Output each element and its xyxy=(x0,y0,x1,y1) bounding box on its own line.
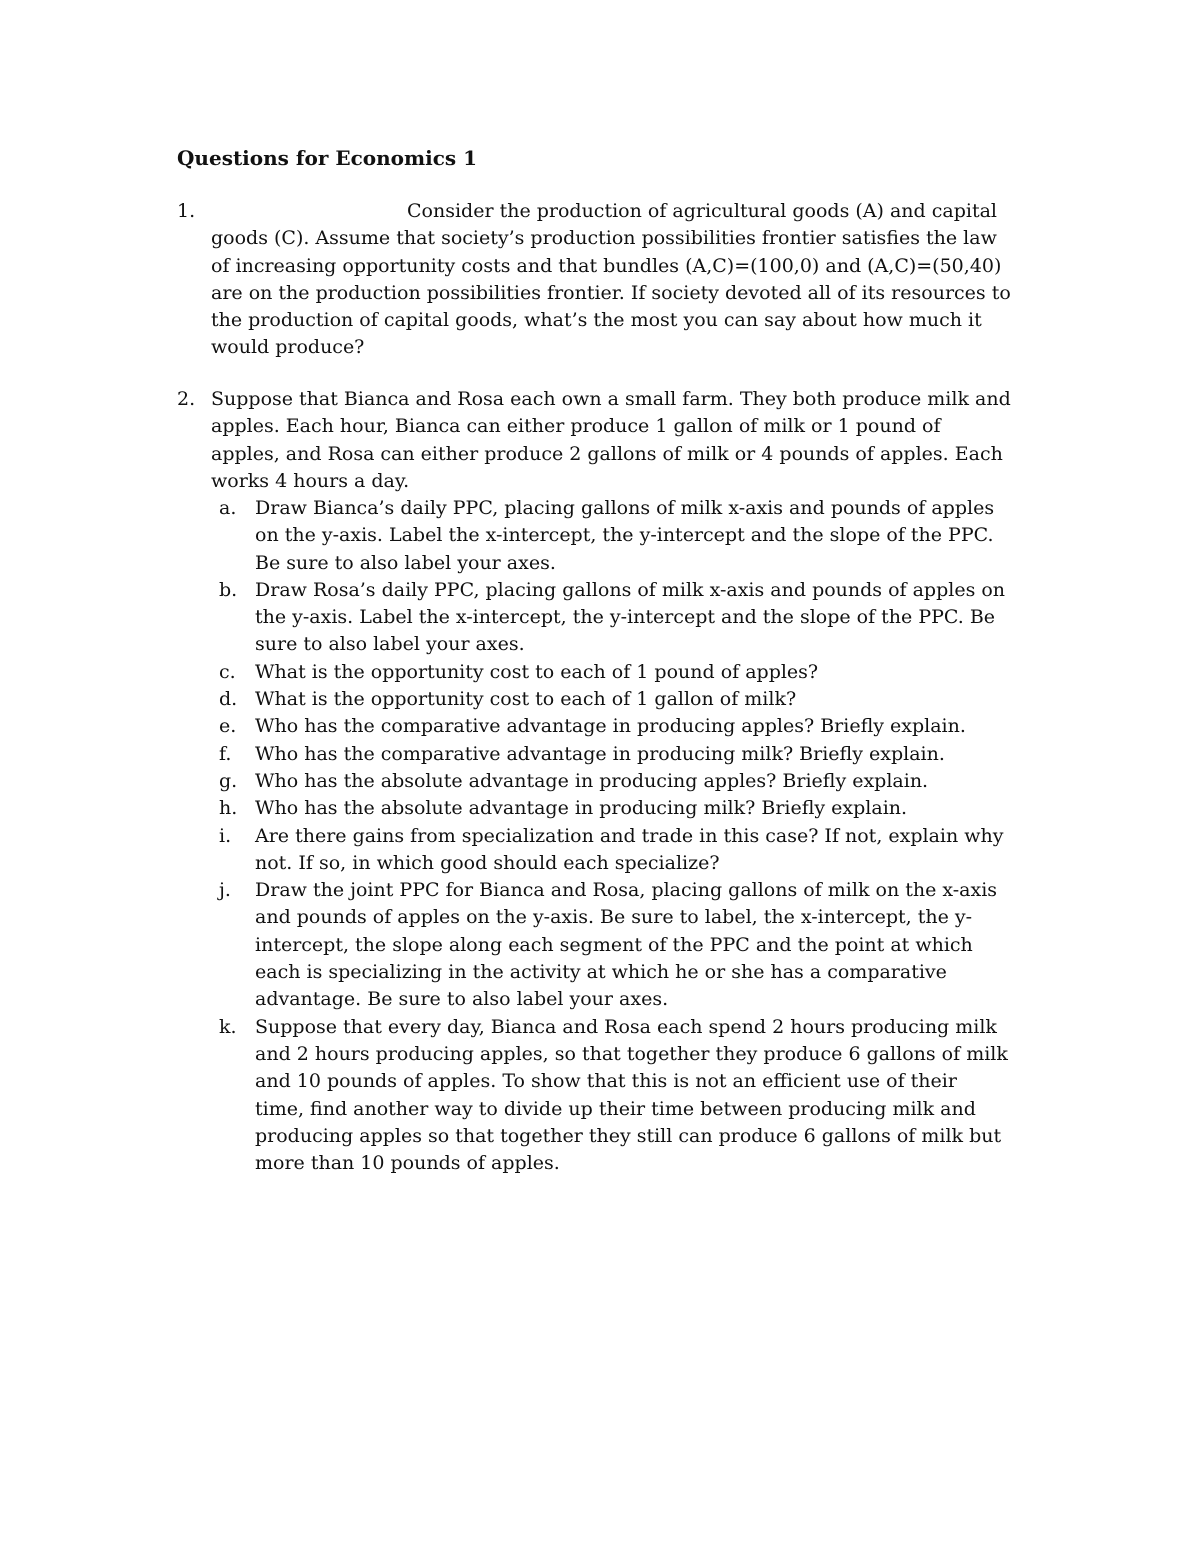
sub-question-text: Draw Bianca’s daily PPC, placing gallons of milk x-axis and pounds of apples on the y-axis. Label the x-intercept, the y-intercept and the slope of the PPC. Be sure to also label your axes. xyxy=(255,497,995,574)
sub-question-item xyxy=(211,741,1011,768)
question-1-text: Consider the production of agricultural goods (A) and capital goods (C). Assume that society’s production possibilities frontier satisfies the law of increasing opportunity costs and that bundles (A,C)=(100,0) and (A,C)=(50,40) are on the production possibilities frontier. If society devoted all of its resources to the production of capital goods, what’s the most you can say about how much it would produce? xyxy=(211,200,1011,359)
sub-question-marker: j. xyxy=(219,879,231,902)
sub-question-marker: k. xyxy=(219,1015,237,1038)
sub-question-marker: c. xyxy=(219,660,236,683)
sub-question-text: Draw Rosa’s daily PPC, placing gallons of milk x-axis and pounds of apples on the y-axis. Label the x-intercept, the y-intercept and the slope of the PPC. Be sure to also label your axes. xyxy=(255,578,1006,656)
sub-question-item xyxy=(211,795,1011,822)
sub-question-text: Are there gains from specialization and trade in this case? If not, explain why not. If so, in which good should each specialize? xyxy=(255,824,1004,874)
question-number: 1. xyxy=(177,200,196,222)
question-2-text: Suppose that Bianca and Rosa each own a small farm. They both produce milk and apples. Each hour, Bianca can either produce 1 gallon of milk or 1 pound of apples, and Rosa can either produce 2 gallons of milk or 4 pounds of apples. Each works 4 hours a day. xyxy=(211,388,1011,492)
sub-question-marker: g. xyxy=(219,769,238,792)
sub-question-text: Who has the comparative advantage in producing apples? Briefly explain. xyxy=(255,715,966,738)
sub-question-text: Who has the absolute advantage in producing apples? Briefly explain. xyxy=(255,769,929,792)
sub-question-item xyxy=(211,877,1011,1013)
sub-question-marker: i. xyxy=(219,824,232,847)
sub-question-list xyxy=(211,495,1011,1177)
sub-question-item xyxy=(211,768,1011,795)
document-title: Questions for Economics 1 xyxy=(177,146,478,170)
sub-question-marker: e. xyxy=(219,715,237,738)
sub-question-item xyxy=(211,1014,1011,1178)
sub-question-text: Who has the comparative advantage in producing milk? Briefly explain. xyxy=(255,742,945,765)
sub-question-text: Draw the joint PPC for Bianca and Rosa, placing gallons of milk on the x-axis and pounds of apples on the y-axis. Be sure to label, the x-intercept, the y-intercept, the slope along each segment of the PPC and the point at which each is specializing in the activity at which he or she has a comparative advantage. Be sure to also label your axes. xyxy=(255,879,998,1011)
sub-question-text: What is the opportunity cost to each of 1 pound of apples? xyxy=(255,660,819,683)
sub-question-marker: a. xyxy=(219,497,237,519)
sub-question-text: Who has the absolute advantage in producing milk? Briefly explain. xyxy=(255,797,908,820)
sub-question-item xyxy=(211,713,1011,740)
question-text xyxy=(211,198,1011,362)
sub-question-marker: f. xyxy=(219,742,232,765)
sub-question-marker: b. xyxy=(219,578,238,601)
question-number: 2. xyxy=(177,388,196,410)
sub-question-item xyxy=(211,659,1011,686)
sub-question-item xyxy=(211,577,1011,659)
sub-question-marker: d. xyxy=(219,688,238,711)
sub-question-text: Suppose that every day, Bianca and Rosa each spend 2 hours producing milk and 2 hours producing apples, so that together they produce 6 gallons of milk and 10 pounds of apples. To show that this is not an efficient use of their time, find another way to divide up their time between producing milk and producing apples so that together they still can produce 6 gallons of milk but more than 10 pounds of apples. xyxy=(255,1015,1008,1175)
sub-question-marker: h. xyxy=(219,797,238,820)
sub-question-text: What is the opportunity cost to each of 1 gallon of milk? xyxy=(255,688,797,711)
sub-question-item xyxy=(211,495,1011,577)
sub-question-item xyxy=(211,823,1011,878)
sub-question-item xyxy=(211,686,1011,713)
